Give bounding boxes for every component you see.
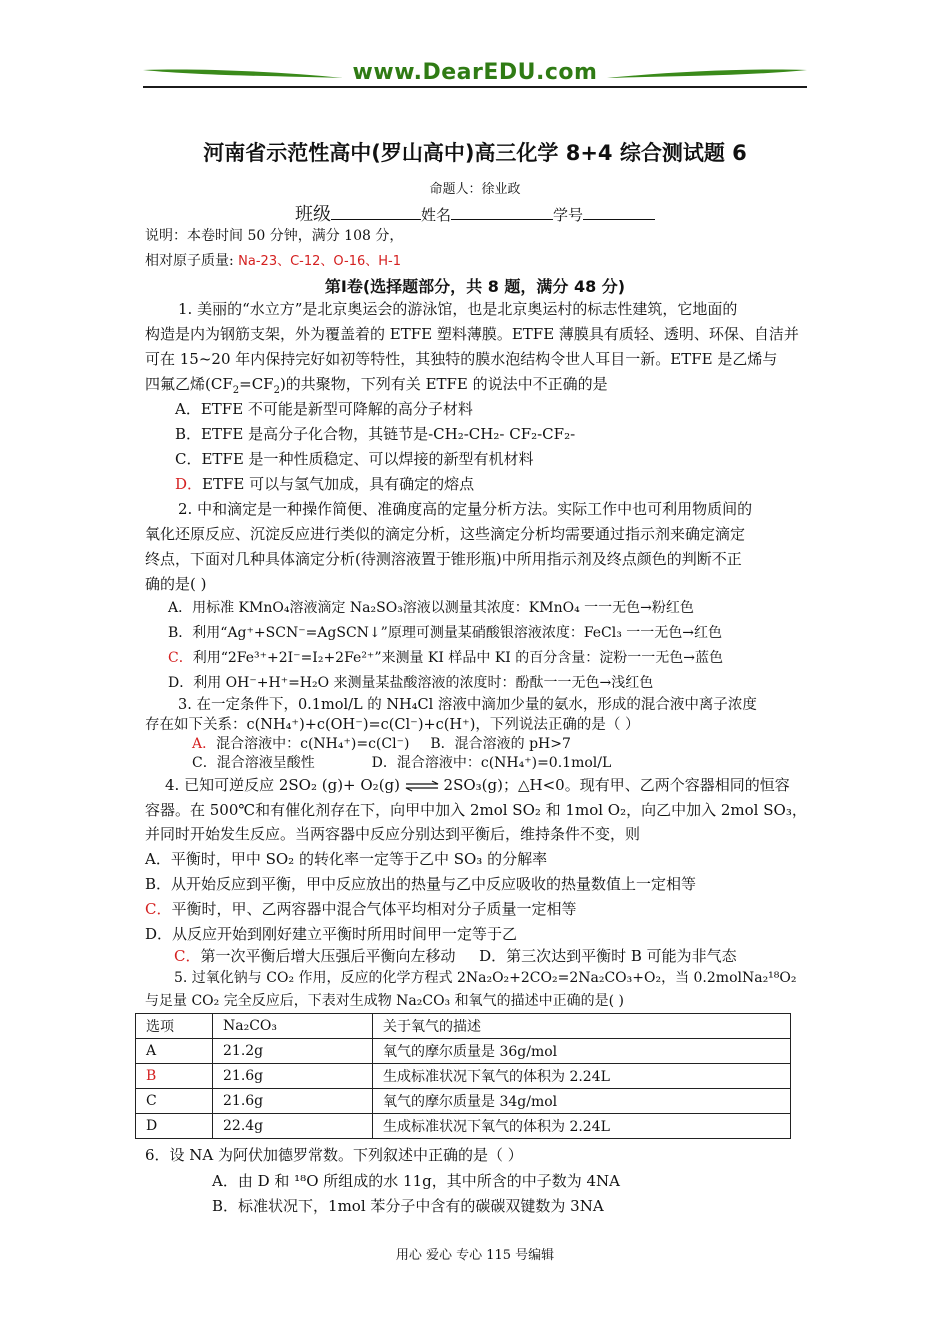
table-cell-description: 氧气的摩尔质量是 34g/mol [373,1089,791,1114]
q2-option-a[interactable]: A．用标准 KMnO₄溶液滴定 Na₂SO₃溶液以测量其浓度：KMnO₄ 一一无色→粉红色 [168,600,694,616]
q4-option-b[interactable]: B．从开始反应到平衡，甲中反应放出的热量与乙中反应吸收的热量数值上一定相等 [145,875,697,893]
table-row [136,1039,791,1064]
q1-line-3: 可在 15~20 年内保持完好如初等特性，其独特的膜水泡结构令世人耳目一新。ETFE 是乙烯与 [145,350,778,368]
table-header-row [136,1014,791,1039]
q1-line-4-part-c: )的共聚物，下列有关 ETFE 的说法中不正确的是 [279,375,608,393]
table-cell-mass: 21.6g [213,1089,373,1114]
q3-line-2: 存在如下关系：c(NH₄⁺)+c(OH⁻)=c(Cl⁻)+c(H⁺)，下列说法正确的是（ ） [145,717,640,733]
q4-line-1 [165,775,790,795]
exam-note: 说明：本卷时间 50 分钟，满分 108 分， [145,228,404,244]
q4-line-3: 并同时开始发生反应。当两容器中反应分别达到平衡后，维持条件不变，则 [145,825,641,843]
table-header-cell: 关于氧气的描述 [373,1014,791,1039]
q5-line-1: 5. 过氧化钠与 CO₂ 作用，反应的化学方程式 2Na₂O₂+2CO₂=2Na₂CO₃+O₂，当 0.2molNa₂¹⁸O₂ [174,970,797,986]
q6-option-a[interactable]: A．由 D 和 ¹⁸O 所组成的水 11g，其中所含的中子数为 4NA [212,1172,620,1190]
table-cell-mass: 22.4g [213,1114,373,1139]
table-cell-description: 生成标准状况下氧气的体积为 2.24L [373,1064,791,1089]
q1-subscript-2b: 2 [273,385,280,396]
q2-line-1: 2. 中和滴定是一种操作简便、准确度高的定量分析方法。实际工作中也可利用物质间的 [178,500,753,518]
q1-line-4-part-b: =CF [239,375,274,393]
atomic-mass-label: 相对原子质量: [145,253,239,269]
q6-line-1: 6．设 NA 为阿伏加德罗常数。下列叙述中正确的是（ ） [145,1146,523,1164]
q2-option-c[interactable] [168,648,723,668]
left-swoosh-decoration [143,66,343,82]
q4-extra-option-d[interactable]: D．第三次达到平衡时 B 可能为非气态 [479,947,737,965]
q4-option-c[interactable] [145,899,577,919]
table-cell-option: A [136,1039,213,1064]
equilibrium-arrow-icon [405,780,439,792]
q1-subscript-2a: 2 [232,385,240,396]
q2-option-c-letter: C． [168,650,193,666]
table-cell-option: C [136,1089,213,1114]
table-cell-mass: 21.6g [213,1064,373,1089]
q4-extra-option-c[interactable] [174,947,456,965]
table-cell-description: 氧气的摩尔质量是 36g/mol [373,1039,791,1064]
number-label: 学号 [553,206,584,224]
q3-options-row-1 [192,734,571,754]
name-blank [451,203,553,220]
q1-option-b[interactable]: B．ETFE 是高分子化合物，其链节是-CH₂-CH₂- CF₂-CF₂- [175,425,576,443]
q1-line-2: 构造是内为钢筋支架，外为覆盖着的 ETFE 塑料薄膜。ETFE 薄膜具有质轻、透明、环保、自洁并 [145,325,799,343]
q4-extra-options-row [174,946,737,966]
exam-title: 河南省示范性高中(罗山高中)高三化学 8+4 综合测试题 6 [203,141,747,165]
q3-options-row-2 [192,753,611,773]
q1-option-d[interactable] [175,474,474,494]
q4-extra-option-c-letter: C． [174,947,201,965]
q2-option-b[interactable]: B．利用“Ag⁺+SCN⁻=AgSCN↓”原理可测量某硝酸银溶液浓度：FeCl₃ 一一无色→红色 [168,625,723,641]
q1-option-d-letter: D． [175,475,203,493]
author-line: 命题人：徐业政 [429,182,521,197]
q4-option-c-letter: C． [145,900,172,918]
q4-option-a[interactable]: A．平衡时，甲中 SO₂ 的转化率一定等于乙中 SO₃ 的分解率 [145,850,548,868]
class-label: 班级 [294,204,331,225]
q1-line-1: 1. 美丽的“水立方”是北京奥运会的游泳馆，也是北京奥运村的标志性建筑，它地面的 [178,300,738,318]
q3-line-1: 3. 在一定条件下，0.1mol/L 的 NH₄Cl 溶液中滴加少量的氨水，形成的混合液中离子浓度 [178,697,757,713]
atomic-mass-values: Na-23、C-12、O-16、H-1 [238,254,401,269]
q3-option-a-letter: A． [192,736,217,752]
q4-line-1-part-a: 4. 已知可逆反应 2SO₂ (g)+ O₂(g) [165,776,405,794]
header-banner [143,58,807,94]
q1-line-4-part-a: 四氟乙烯(CF [145,375,233,393]
table-cell-option: D [136,1114,213,1139]
table-header-cell: Na₂CO₃ [213,1014,373,1039]
q3-option-b[interactable]: B．混合溶液的 pH>7 [430,736,571,752]
table-row [136,1089,791,1114]
q1-option-c[interactable]: C．ETFE 是一种性质稳定、可以焊接的新型有机材料 [175,450,534,468]
class-blank [331,203,421,220]
q4-option-d[interactable]: D．从反应开始到刚好建立平衡时所用时间甲一定等于乙 [145,925,518,943]
q4-line-2: 容器。在 500℃和有催化剂存在下，向甲中加入 2mol SO₂ 和 1mol O₂，向乙中加入 2mol SO₃， [145,801,807,819]
student-info-line [0,200,950,226]
q4-line-1-part-b: 2SO₃(g)；△H<0。现有甲、乙两个容器相同的恒容 [438,776,790,794]
page-footer: 用心 爱心 专心 115 号编辑 [395,1248,555,1263]
atomic-mass-line [145,251,401,272]
q4-option-c-text: 平衡时，甲、乙两容器中混合气体平均相对分子质量一定相等 [171,900,577,918]
q5-line-2: 与足量 CO₂ 完全反应后，下表对生成物 Na₂CO₃ 和氧气的描述中正确的是( ) [145,993,624,1009]
q5-answer-table [135,1013,791,1139]
q1-line-4 [145,374,608,401]
table-cell-option: B [136,1064,213,1089]
name-label: 姓名 [420,206,451,224]
site-logo-text: www.DearEDU.com [352,60,598,85]
q6-option-b[interactable]: B．标准状况下，1mol 苯分子中含有的碳碳双键数为 3NA [212,1197,604,1215]
header-rule [143,86,807,88]
q2-option-d[interactable]: D．利用 OH⁻+H⁺=H₂O 来测量某盐酸溶液的浓度时：酚酞一一无色→浅红色 [168,675,654,691]
table-cell-mass: 21.2g [213,1039,373,1064]
table-cell-description: 生成标准状况下氧气的体积为 2.24L [373,1114,791,1139]
section-heading: 第Ⅰ卷(选择题部分，共 8 题，满分 48 分) [324,277,626,296]
q2-line-2: 氧化还原反应、沉淀反应进行类似的滴定分析，这些滴定分析均需要通过指示剂来确定滴定 [145,525,746,543]
q3-option-c[interactable]: C．混合溶液呈酸性 [192,755,315,771]
q2-line-3: 终点，下面对几种具体滴定分析(待测溶液置于锥形瓶)中所用指示剂及终点颜色的判断不正 [145,550,742,568]
q3-option-d[interactable]: D．混合溶液中：c(NH₄⁺)=0.1mol/L [371,755,612,771]
q1-option-d-text: ETFE 可以与氢气加成，具有确定的熔点 [202,475,475,493]
number-blank [583,203,655,220]
table-row [136,1114,791,1139]
table-header-cell: 选项 [136,1014,213,1039]
q2-line-4: 确的是( ) [145,575,207,593]
q3-option-a-text: 混合溶液中：c(NH₄⁺)=c(Cl⁻) [216,736,410,752]
right-swoosh-decoration [607,66,807,82]
q4-extra-option-c-text: 第一次平衡后增大压强后平衡向左移动 [200,947,456,965]
q1-option-a[interactable]: A．ETFE 不可能是新型可降解的高分子材料 [175,400,473,418]
table-row [136,1064,791,1089]
q3-option-a[interactable] [192,736,409,752]
q2-option-c-text: 利用“2Fe³⁺+2I⁻=I₂+2Fe²⁺”来测量 KI 样品中 KI 的百分含量：淀粉一一无色→蓝色 [192,650,723,666]
